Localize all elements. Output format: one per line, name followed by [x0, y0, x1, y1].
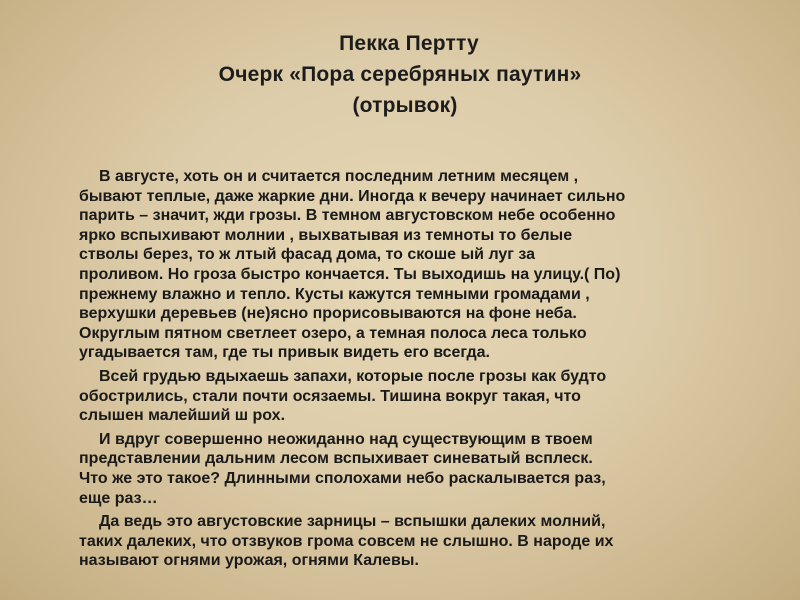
- paragraph-line: Что же это такое? Длинными сполохами небо раскалывается раз,: [79, 469, 606, 487]
- excerpt-text: [79, 167, 739, 571]
- essay-title: Очерк «Пора серебряных паутин»: [218, 63, 582, 86]
- paragraph-line: Округлым пятном светлеет озеро, а темная полоса леса только: [79, 324, 587, 342]
- paragraph-line: называют огнями урожая, огнями Калевы.: [79, 552, 419, 570]
- paragraph-line: слышен малейший ш рох.: [79, 407, 286, 425]
- paragraph-line: парить – значит, жди грозы. В темном августовском небе особенно: [79, 207, 616, 225]
- paragraph-2: [79, 367, 739, 426]
- paragraph-line: обострились, стали почти осязаемы. Тишина вокруг такая, что: [79, 387, 581, 405]
- paragraph-line: ярко вспыхивают молнии , выхватывая из темноты то белые: [79, 226, 573, 244]
- slide-header: [0, 28, 800, 121]
- paragraph-line: бывают теплые, даже жаркие дни. Иногда к вечеру начинает сильно: [79, 187, 626, 205]
- paragraph-line: таких далеких, что отзвуков грома совсем не слышно. В народе их: [79, 532, 614, 550]
- paragraph-line: проливом. Но гроза быстро кончается. Ты выходишь на улицу.( По): [79, 265, 621, 283]
- paragraph-line: представлении дальним лесом вспыхивает синеватый всплеск.: [79, 450, 593, 468]
- paragraph-line: верхушки деревьев (не)ясно прорисовываются на фоне неба.: [79, 305, 577, 323]
- paragraph-line: Всей грудью вдыхаешь запахи, которые после грозы как будто: [99, 367, 607, 385]
- paragraph-line: И вдруг совершенно неожиданно над существующим в твоем: [99, 430, 593, 448]
- excerpt-label: (отрывок): [352, 94, 458, 117]
- paragraph-line: Да ведь это августовские зарницы – вспышки далеких молний,: [99, 513, 606, 531]
- paragraph-line: прежнему влажно и тепло. Кусты кажутся темными громадами ,: [79, 285, 590, 303]
- paragraph-line: В августе, хоть он и считается последним летним месяцем ,: [99, 168, 579, 185]
- author-name: Пекка Пертту: [339, 32, 479, 55]
- paragraph-4: [79, 512, 739, 571]
- paragraph-line: угадывается там, где ты привык видеть его всегда.: [79, 344, 490, 362]
- paragraph-line: еще раз…: [79, 489, 158, 507]
- paragraph-3: [79, 430, 739, 508]
- paragraph-1: [79, 167, 739, 363]
- paragraph-line: стволы берез, то ж лтый фасад дома, то скоше ый луг за: [79, 246, 536, 264]
